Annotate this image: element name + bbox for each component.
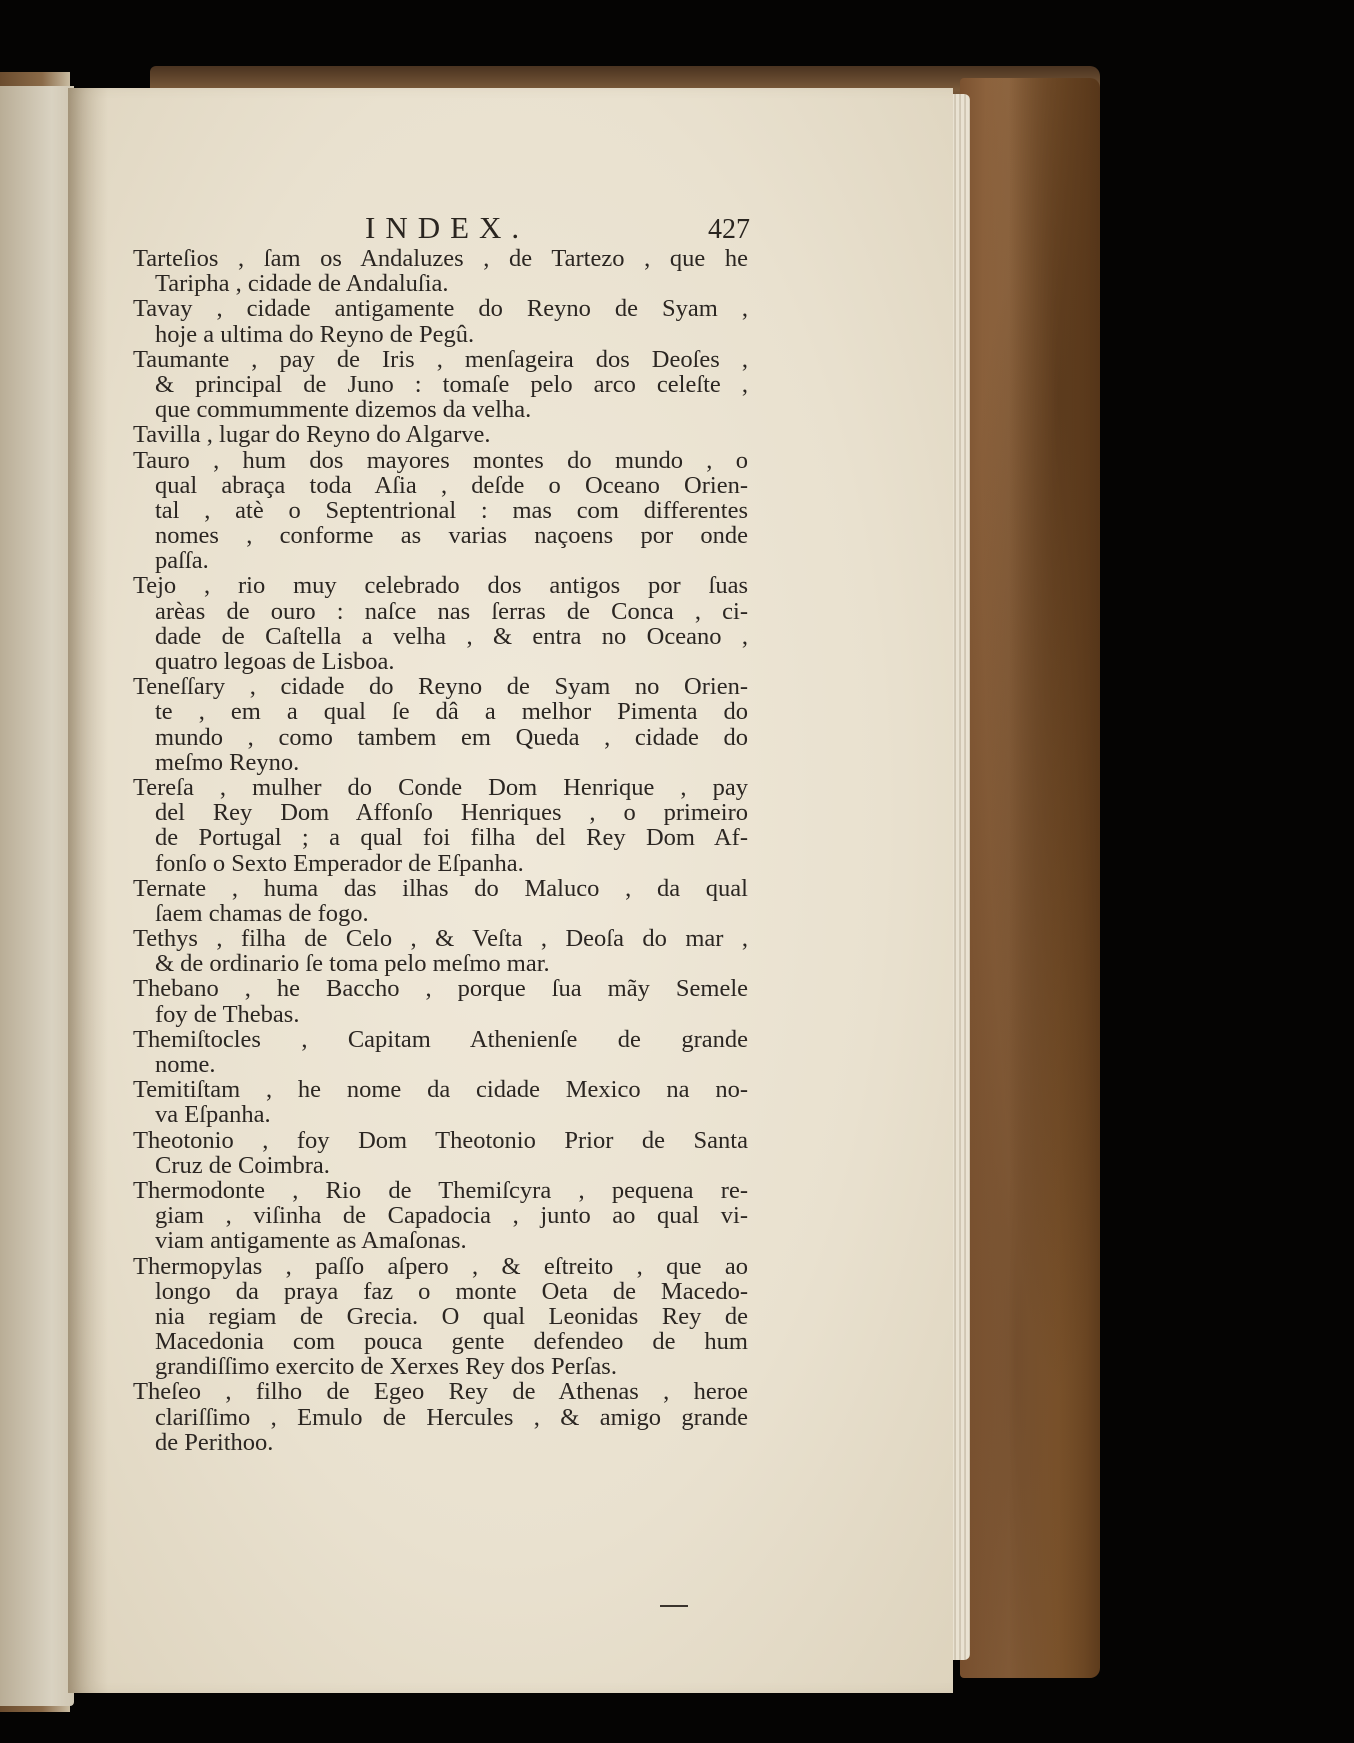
entry-line: longo da praya faz o monte Oeta de Macedo- <box>155 1277 748 1305</box>
back-cover <box>960 78 1100 1678</box>
entry-line: va Eſpanha. <box>155 1101 271 1129</box>
entry-line: que commummente dizemos da velha. <box>155 396 532 424</box>
entry-line: quatro legoas de Lisboa. <box>155 648 395 675</box>
entry-line: nia regiam de Grecia. O qual Leonidas Rey de <box>155 1302 748 1330</box>
entry-headline: Taumante , pay de Iris , menſageira dos Deoſes , <box>133 345 748 373</box>
index-entry <box>133 976 748 1026</box>
index-entry <box>133 1077 748 1127</box>
entry-headline: Tethys , filha de Celo , & Veſta , Deoſa do mar , <box>133 925 748 953</box>
index-entry <box>133 1128 748 1178</box>
index-entry <box>133 926 748 976</box>
index-entries <box>133 246 748 1455</box>
entry-headline: Thermodonte , Rio de Themiſcyra , pequena re- <box>133 1176 748 1204</box>
entry-line: giam , viſinha de Capadocia , junto ao qual vi- <box>155 1202 748 1230</box>
entry-headline: Ternate , huma das ilhas do Maluco , da qual <box>133 874 748 902</box>
entry-line: Macedonia com pouca gente defendeo de hum <box>155 1328 748 1356</box>
index-entry <box>133 1379 748 1455</box>
entry-line: foy de Thebas. <box>155 1000 300 1028</box>
index-entry <box>133 876 748 926</box>
entry-line: fonſo o Sexto Emperador de Eſpanha. <box>155 849 524 877</box>
entry-headline: Themiſtocles , Capitam Athenienſe de grande <box>133 1025 748 1053</box>
entry-line: qual abraça toda Aſia , deſde o Oceano Orien- <box>155 471 748 499</box>
entry-headline: Tarteſios , ſam os Andaluzes , de Tartezo , que he <box>133 245 748 272</box>
entry-headline: Tereſa , mulher do Conde Dom Henrique , pay <box>133 773 748 801</box>
entry-line: meſmo Reyno. <box>155 748 300 776</box>
left-page-edge <box>0 86 74 1706</box>
entry-line: clariſſimo , Emulo de Hercules , & amigo grande <box>155 1403 748 1431</box>
entry-line: de Perithoo. <box>155 1428 274 1456</box>
index-entry <box>133 296 748 346</box>
index-entry <box>133 1178 748 1254</box>
entry-line: & de ordinario ſe toma pelo meſmo mar. <box>155 950 550 978</box>
page-number: 427 <box>708 214 750 245</box>
entry-headline: Thebano , he Baccho , porque ſua mãy Semele <box>133 975 748 1003</box>
catchword-rule <box>660 1605 688 1607</box>
entry-line: dade de Caſtella a velha , & entra no Oceano , <box>155 622 748 650</box>
index-entry <box>133 246 748 296</box>
entry-line: te , em a qual ſe dâ a melhor Pimenta do <box>155 698 748 726</box>
index-entry <box>133 1027 748 1077</box>
entry-line: & principal de Juno : tomaſe pelo arco celeſte , <box>155 370 748 398</box>
gutter-shadow <box>68 88 108 1693</box>
entry-headline: Teneſſary , cidade do Reyno de Syam no Orien- <box>133 673 748 701</box>
entry-headline: Theſeo , filho de Egeo Rey de Athenas , heroe <box>133 1378 748 1406</box>
entry-line: del Rey Dom Affonſo Henriques , o primeiro <box>155 799 748 827</box>
entry-line: Taripha , cidade de Andaluſia. <box>155 270 449 298</box>
entry-line: Cruz de Coimbra. <box>155 1151 330 1179</box>
entry-headline: Tauro , hum dos mayores montes do mundo , o <box>133 446 748 474</box>
entry-headline: Thermopylas , paſſo aſpero , & eſtreito , que ao <box>133 1252 748 1280</box>
entry-line: grandiſſimo exercito de Xerxes Rey dos Perſas. <box>155 1353 617 1381</box>
entry-line: viam antigamente as Amaſonas. <box>155 1227 467 1255</box>
entry-headline: Temitiſtam , he nome da cidade Mexico na no- <box>133 1076 748 1104</box>
index-entry <box>133 448 748 574</box>
entry-line: paſſa. <box>155 547 209 575</box>
entry-line: de Portugal ; a qual foi filha del Rey Dom Af- <box>155 824 748 852</box>
index-entry <box>133 775 748 876</box>
entry-line: nomes , conforme as varias naçoens por onde <box>155 522 748 550</box>
entry-headline: Tejo , rio muy celebrado dos antigos por ſuas <box>133 572 748 600</box>
running-title: INDEX. <box>365 210 530 245</box>
index-entry <box>133 1254 748 1380</box>
entry-headline: Theotonio , foy Dom Theotonio Prior de Santa <box>133 1126 748 1154</box>
entry-line: ſaem chamas de fogo. <box>155 899 369 927</box>
entry-line: hoje a ultima do Reyno de Pegû. <box>155 320 475 348</box>
index-entry <box>133 573 748 674</box>
entry-line: tal , atè o Septentrional : mas com differentes <box>155 496 748 524</box>
page-header <box>130 210 750 250</box>
entry-headline: Tavilla , lugar do Reyno do Algarve. <box>133 421 491 449</box>
entry-line: mundo , como tambem em Queda , cidade do <box>155 723 748 751</box>
entry-headline: Tavay , cidade antigamente do Reyno de Syam , <box>133 295 748 323</box>
entry-line: arèas de ouro : naſce nas ſerras de Conca , ci- <box>155 597 748 625</box>
entry-line: nome. <box>155 1051 216 1078</box>
index-entry <box>133 347 748 423</box>
index-entry <box>133 422 748 447</box>
index-entry <box>133 674 748 775</box>
